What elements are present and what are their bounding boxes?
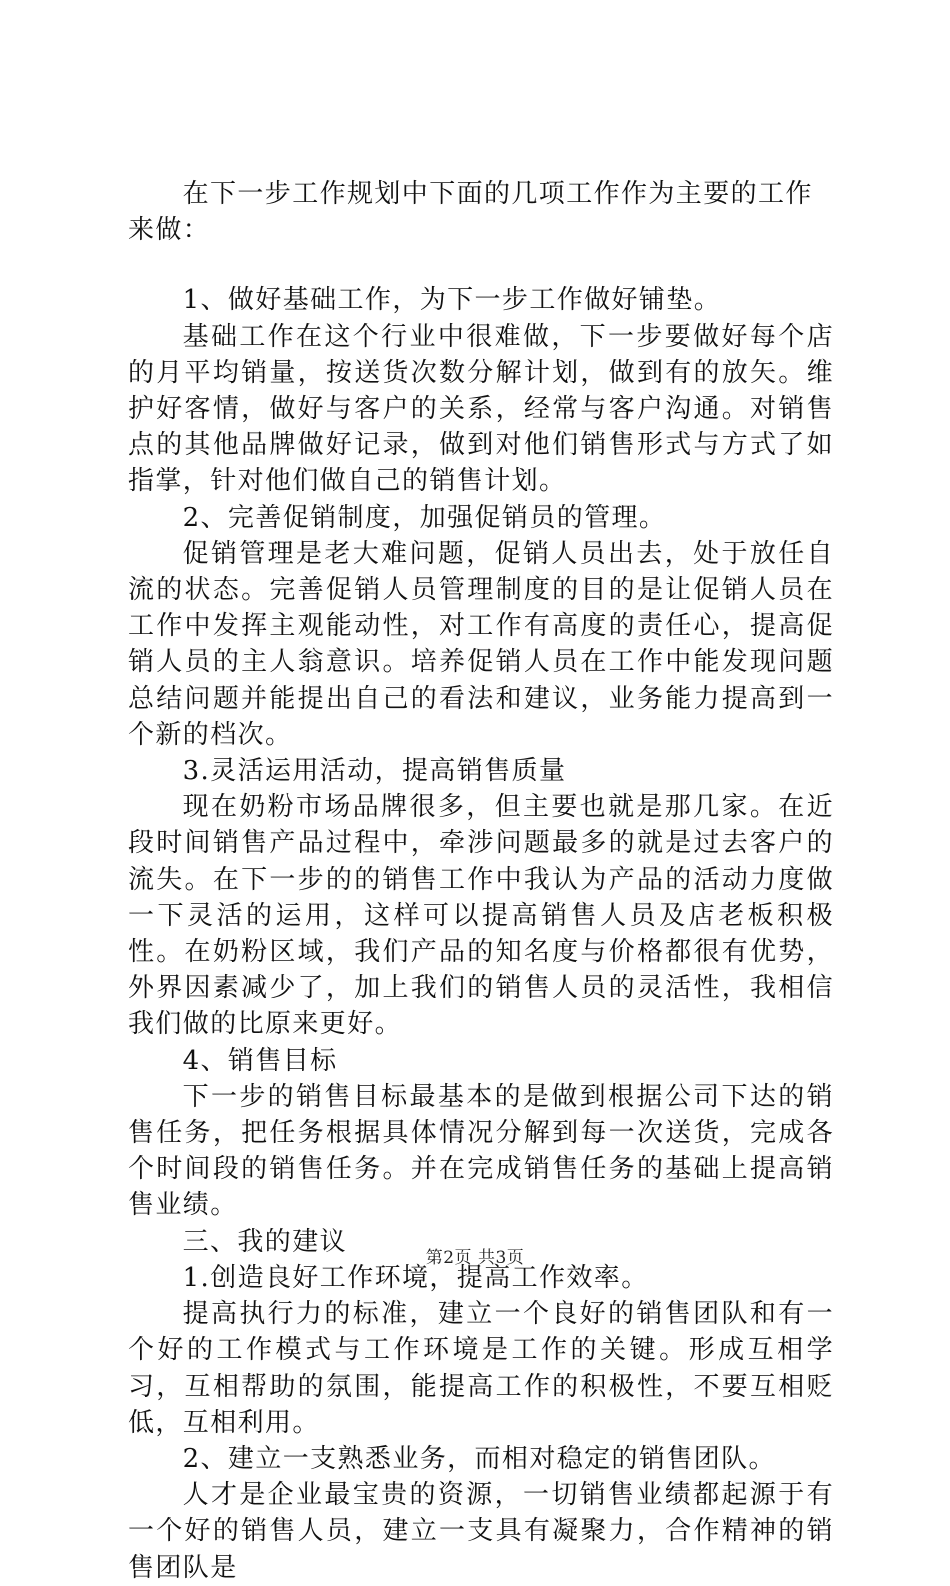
section-heading-activities: 3.灵活运用活动，提高销售质量 (182, 756, 567, 787)
body-paragraph: 促销管理是老大难问题，促销人员出去，处于放任自流的状态。完善促销人员管理制度的目的是让促销人员在工作中发挥主观能动性，对工作有高度的责任心，提高促销人员的主人翁意识。培养促销人员在工作中能发现问题总结问题并能提出自己的看法和建议，业务能力提高到一个新的档次。 (128, 538, 834, 750)
section-heading-promotion: 2、完善促销制度，加强促销员的管理。 (182, 502, 667, 533)
section-heading-basic-work: 1、做好基础工作，为下一步工作做好铺垫。 (182, 285, 722, 316)
section-heading-suggestions: 三、我的建议 (182, 1226, 347, 1257)
body-paragraph: 现在奶粉市场品牌很多，但主要也就是那几家。在近段时间销售产品过程中，牵涉问题最多的就是过去客户的流失。在下一步的的销售工作中我认为产品的活动力度做一下灵活的运用，这样可以提高销售人员及店老板积极性。在奶粉区域，我们产品的知名度与价格都很有优势，外界因素减少了，加上我们的销售人员的灵活性，我相信我们做的比原来更好。 (128, 792, 834, 1040)
sub-heading-sales-team: 2、建立一支熟悉业务，而相对稳定的销售团队。 (182, 1443, 776, 1474)
intro-paragraph: 在下一步工作规划中下面的几项工作作为主要的工作来做： (128, 179, 813, 246)
body-paragraph: 下一步的销售目标最基本的是做到根据公司下达的销售任务，把任务根据具体情况分解到每一次送货，完成各个时间段的销售任务。并在完成销售任务的基础上提高销售业绩。 (128, 1081, 834, 1221)
body-paragraph: 人才是企业最宝贵的资源，一切销售业绩都起源于有一个好的销售人员，建立一支具有凝聚力，合作精神的销售团队是 (128, 1480, 834, 1583)
document-body (128, 176, 834, 1586)
page-number-footer: 第2页 共3页 (425, 1248, 525, 1268)
body-paragraph: 基础工作在这个行业中很难做，下一步要做好每个店的月平均销量，按送货次数分解计划，做到有的放矢。维护好客情，做好与客户的关系，经常与客户沟通。对销售点的其他品牌做好记录，做到对他们销售形式与方式了如指掌，针对他们做自己的销售计划。 (128, 321, 834, 497)
sub-heading-environment: 1.创造良好工作环境，提高工作效率。 (182, 1262, 649, 1293)
section-heading-sales-target: 4、销售目标 (182, 1045, 338, 1076)
body-paragraph: 提高执行力的标准，建立一个良好的销售团队和有一个好的工作模式与工作环境是工作的关键。形成互相学习，互相帮助的氛围，能提高工作的积极性，不要互相贬低，互相利用。 (128, 1299, 834, 1438)
